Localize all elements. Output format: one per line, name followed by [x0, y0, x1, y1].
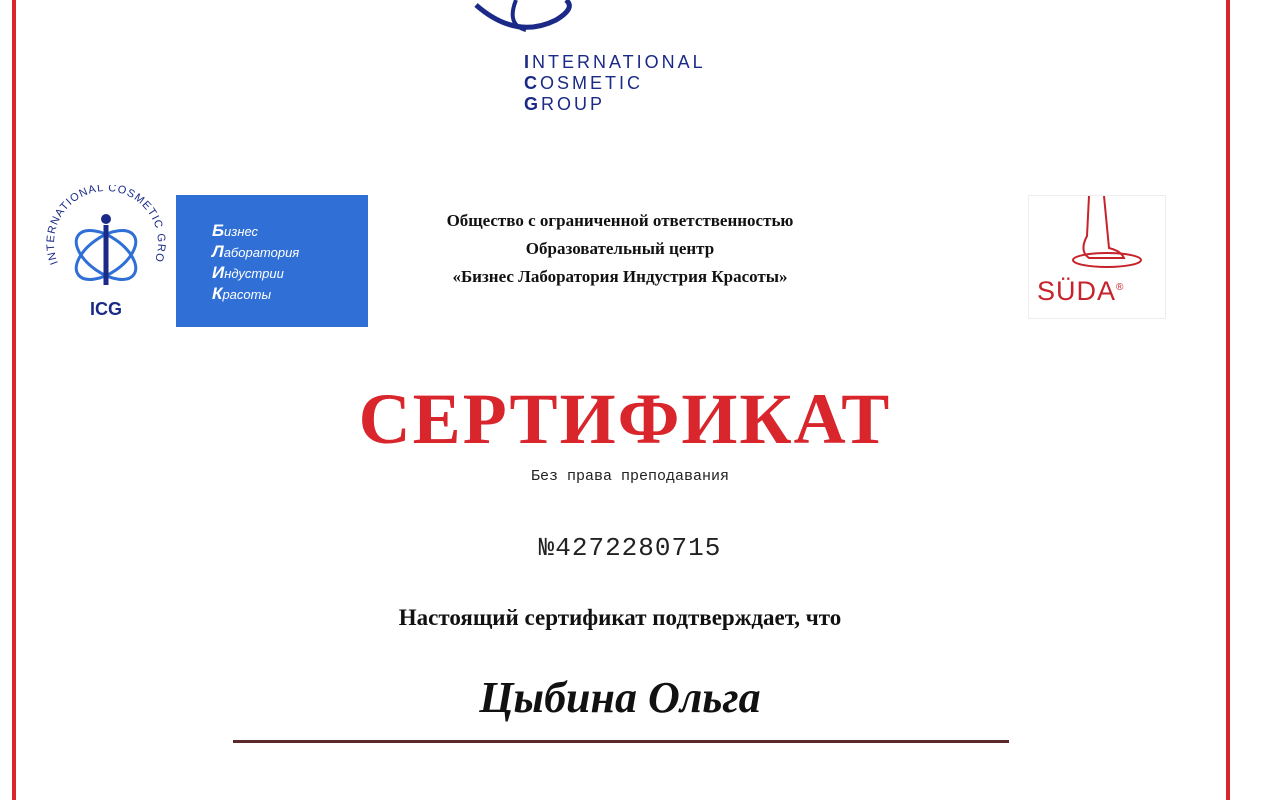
right-red-border	[1226, 0, 1230, 800]
organization-block	[340, 207, 900, 291]
certificate-number: №4272280715	[538, 533, 722, 563]
name-underline	[233, 740, 1009, 743]
foot-icon	[1029, 196, 1165, 276]
icg-emblem-icon	[36, 185, 176, 335]
blik-panel: Бизнес Лаборатория Индустрии Красоты	[176, 195, 368, 327]
confirm-text: Настоящий сертификат подтверждает, что	[398, 605, 842, 630]
suda-logo: SÜDA®	[1028, 195, 1166, 319]
org-line-1: Общество с ограниченной ответственностью	[446, 211, 794, 230]
svg-text:INTERNATIONAL COSMETIC GROUP: INTERNATIONAL COSMETIC GRO	[44, 185, 168, 267]
svg-text:ICG: ICG	[89, 299, 123, 319]
icg-blik-logo	[36, 185, 336, 335]
atom-icon	[456, 0, 776, 60]
org-line-2: Образовательный центр	[525, 239, 715, 258]
certificate-title: СЕРТИФИКАТ	[358, 379, 892, 459]
left-red-border	[12, 0, 16, 800]
holder-name: Цыбина Ольга	[479, 673, 761, 722]
icg-top-logo: INTERNATIONAL COSMETIC GROUP	[456, 0, 776, 125]
org-line-3: «Бизнес Лаборатория Индустрия Красоты»	[452, 267, 788, 286]
certificate-subtitle: Без права преподавания	[530, 468, 730, 485]
